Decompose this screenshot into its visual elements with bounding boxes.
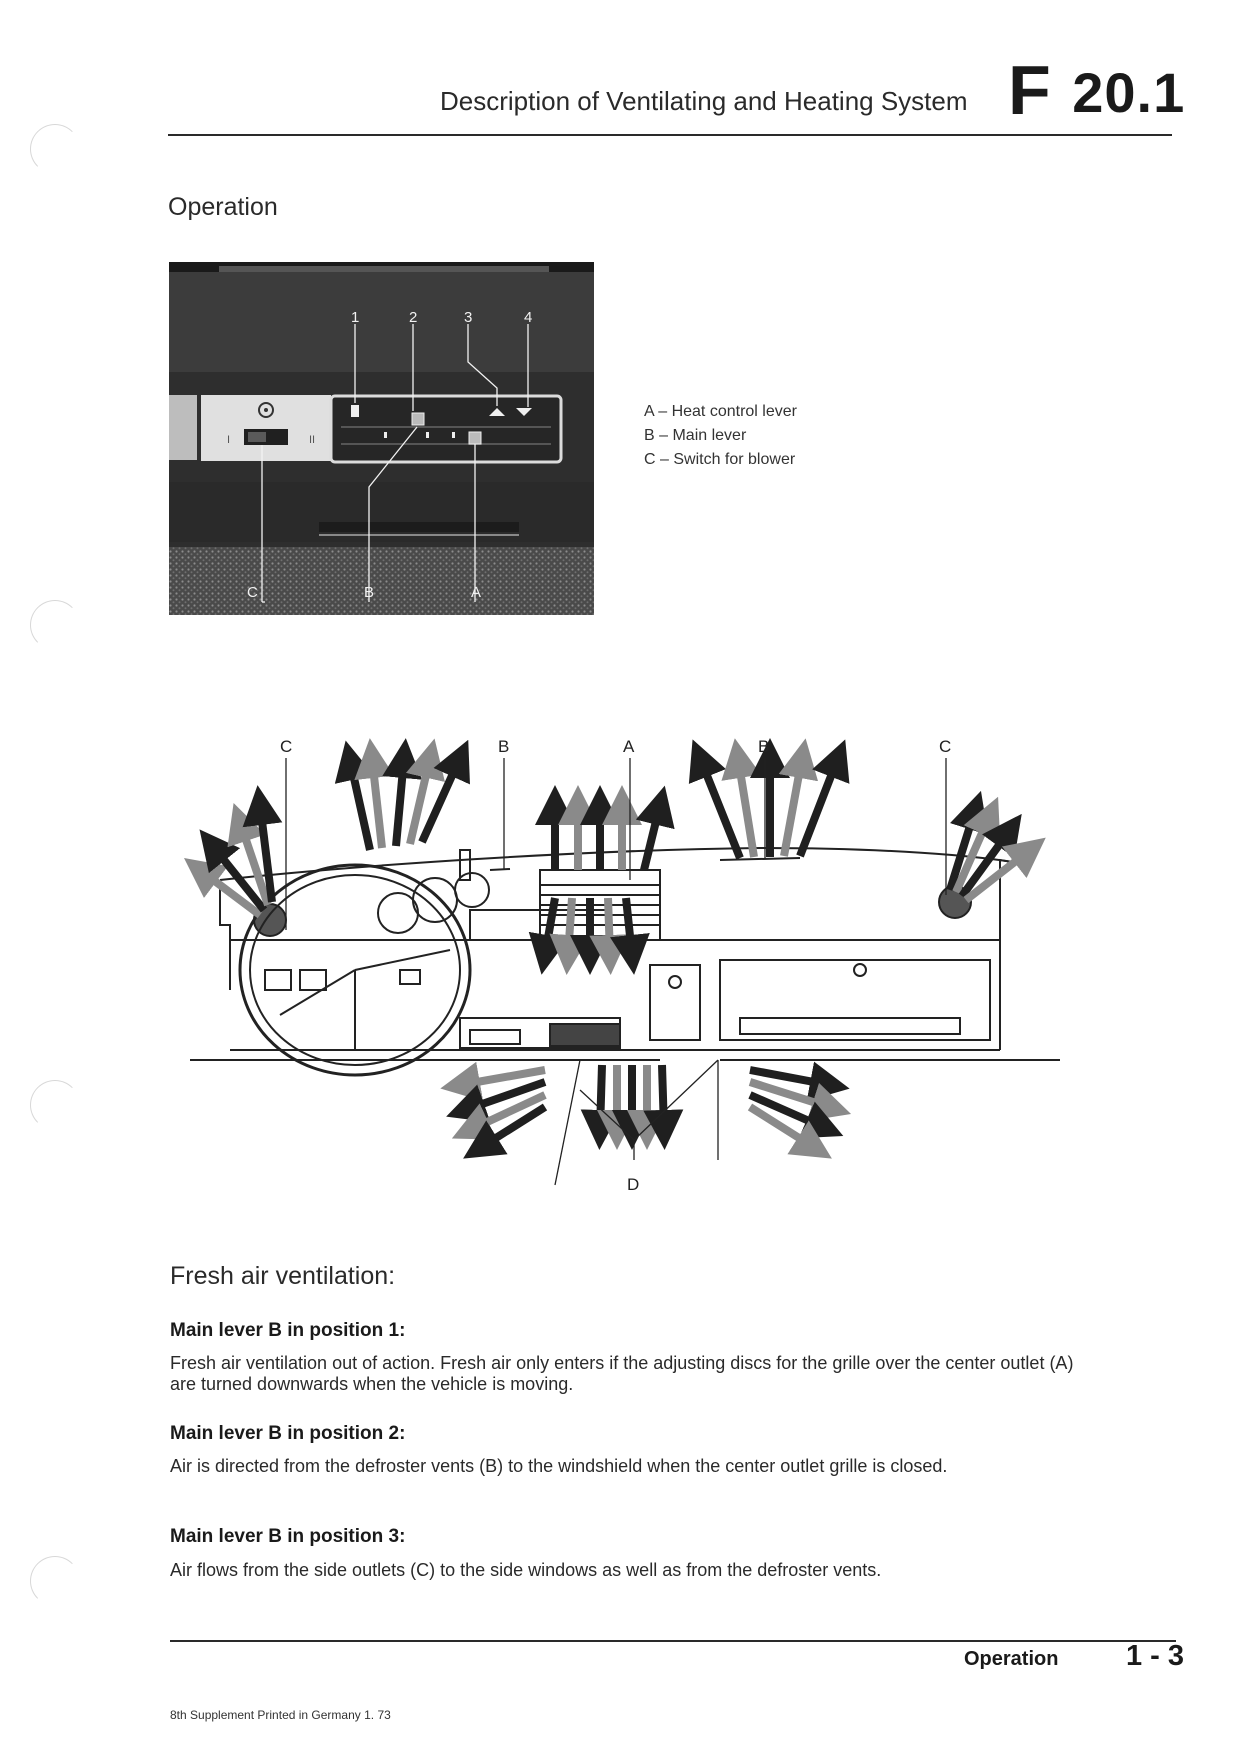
switch-mark-i: I (227, 434, 231, 446)
legend-item-blower-switch: C – Switch for blower (644, 451, 796, 468)
callout-b: B (364, 584, 375, 601)
legend-item-main-lever: B – Main lever (644, 427, 747, 444)
legend-item-heat-control: A – Heat control lever (644, 403, 797, 420)
page-number: 1 - 3 (1126, 1640, 1185, 1672)
control-panel-photo (169, 262, 594, 615)
footer-rule (170, 1640, 1176, 1642)
position-1-text: Fresh air ventilation out of action. Fresh air only enters if the adjusting discs for the grille over the center outlet (A) are turned downwards when the vehicle is moving. (170, 1353, 1074, 1394)
position-2-title: Main lever B in position 2: (170, 1423, 406, 1444)
punch-hole-mark (30, 124, 80, 174)
diagram-label-b-right: B (758, 737, 770, 756)
callout-1: 1 (351, 309, 360, 326)
diagram-label-d: D (627, 1175, 640, 1194)
position-2-text: Air is directed from the defroster vents (B) to the windshield when the center outlet grille is closed. (170, 1456, 948, 1476)
section-code-letter: F (1008, 51, 1052, 129)
fresh-air-heading: Fresh air ventilation: (170, 1262, 396, 1290)
position-1-title: Main lever B in position 1: (170, 1320, 406, 1341)
callout-a: A (471, 584, 482, 601)
callout-c: C (247, 584, 258, 601)
header-rule (168, 134, 1172, 136)
supplement-note: 8th Supplement Printed in Germany 1. 73 (170, 1708, 391, 1722)
callout-2: 2 (409, 309, 418, 326)
punch-hole-mark (30, 600, 80, 650)
callout-3: 3 (464, 309, 473, 326)
dashboard-airflow-svg (160, 730, 1080, 1200)
section-code-number: 20.1 (1072, 61, 1186, 124)
position-3-title: Main lever B in position 3: (170, 1526, 406, 1547)
diagram-label-c-right: C (939, 737, 952, 756)
footer-section-label: Operation (964, 1648, 1059, 1670)
diagram-label-a: A (623, 737, 635, 756)
page-title: Description of Ventilating and Heating System (440, 86, 968, 116)
section-title: Operation (168, 193, 278, 221)
callout-4: 4 (524, 309, 533, 326)
switch-mark-ii: II (309, 434, 316, 446)
position-3-text: Air flows from the side outlets (C) to the side windows as well as from the defroster vents. (170, 1560, 882, 1580)
diagram-label-c-left: C (280, 737, 293, 756)
section-code (1008, 50, 1185, 130)
punch-hole-mark (30, 1080, 80, 1130)
punch-hole-mark (30, 1556, 80, 1606)
diagram-label-b-left: B (498, 737, 510, 756)
photo-legend (644, 400, 797, 472)
dashboard-airflow-diagram (160, 730, 1080, 1200)
control-panel-photo-svg (169, 262, 594, 615)
